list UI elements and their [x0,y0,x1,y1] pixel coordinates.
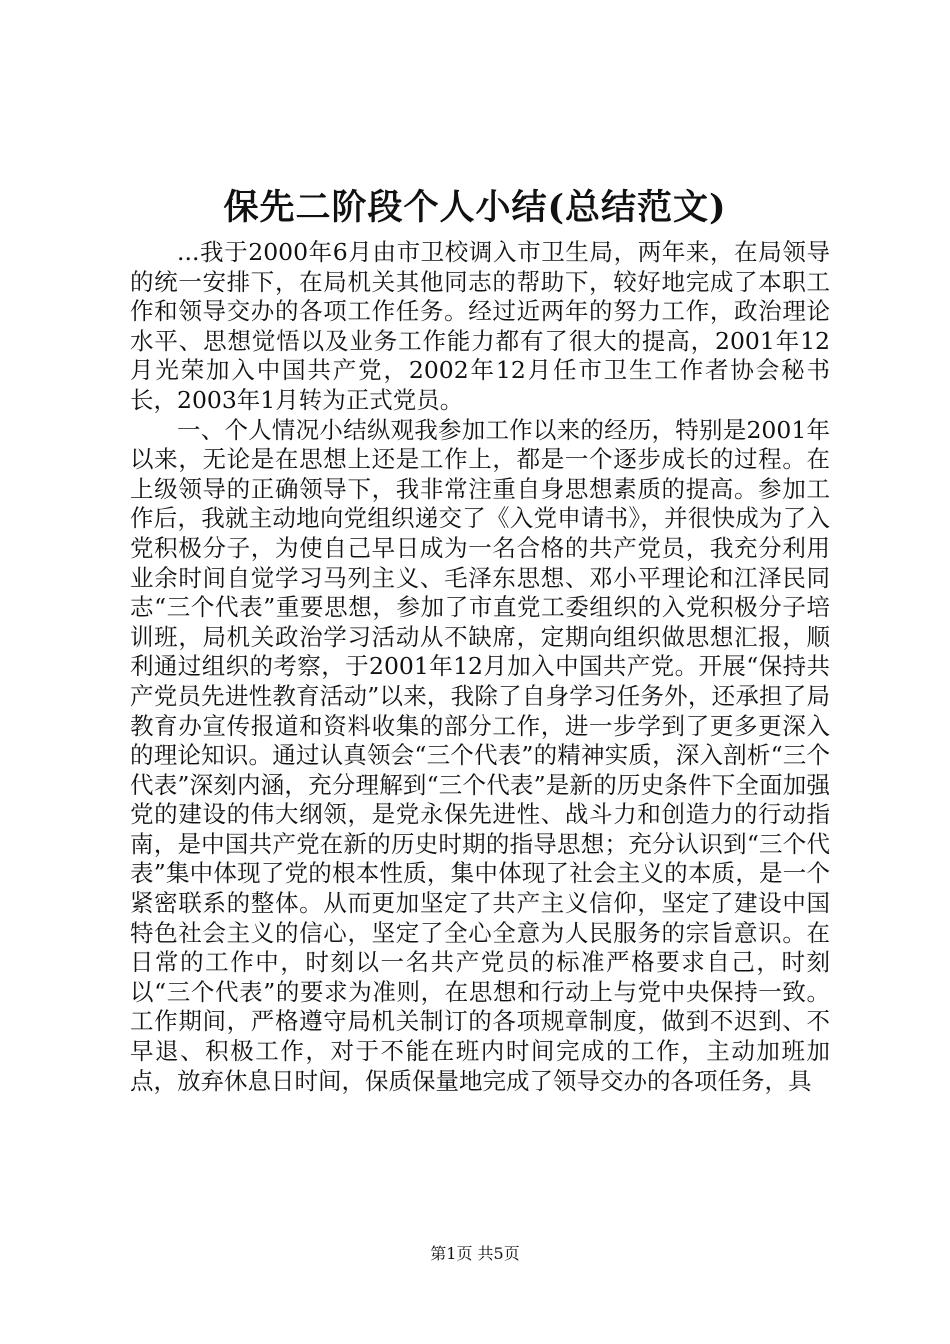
document-body [130,238,830,1096]
page-footer: 第1页 共5页 [430,1244,520,1263]
paragraph-intro: ...我于2000年6月由市卫校调入市卫生局，两年来，在局领导的统一安排下，在局机关其他同志的帮助下，较好地完成了本职工作和领导交办的各项工作任务。经过近两年的努力工作，政治理论水平、思想觉悟以及业务工作能力都有了很大的提高，2001年12月光荣加入中国共产党，2002年12月任市卫生工作者协会秘书长，2003年1月转为正式党员。 [130,238,830,414]
document-title: 保先二阶段个人小结(总结范文) [223,187,727,228]
paragraph-personal-summary: 一、个人情况小结纵观我参加工作以来的经历，特别是2001年以来，无论是在思想上还是工作上，都是一个逐步成长的过程。在上级领导的正确领导下，我非常注重自身思想素质的提高。参加工作后，我就主动地向党组织递交了《入党申请书》，并很快成为了入党积极分子，为使自己早日成为一名合格的共产党员，我充分利用业余时间自觉学习马列主义、毛泽东思想、邓小平理论和江泽民同志“三个代表”重要思想，参加了市直党工委组织的入党积极分子培训班，局机关政治学习活动从不缺席，定期向组织做思想汇报，顺利通过组织的考察，于2001年12月加入中国共产党。开展“保持共产党员先进性教育活动”以来，我除了自身学习任务外，还承担了局教育办宣传报道和资料收集的部分工作，进一步学到了更多更深入的理论知识。通过认真领会“三个代表”的精神实质，深入剖析“三个代表”深刻内涵，充分理解到“三个代表”是新的历史条件下全面加强党的建设的伟大纲领，是党永保先进性、战斗力和创造力的行动指南，是中国共产党在新的历史时期的指导思想；充分认识到“三个代表”集中体现了党的根本性质，集中体现了社会主义的本质，是一个紧密联系的整体。从而更加坚定了共产主义信仰，坚定了建设中国特色社会主义的信心，坚定了全心全意为人民服务的宗旨意识。在日常的工作中，时刻以一名共产党员的标准严格要求自己，时刻以“三个代表”的要求为准则，在思想和行动上与党中央保持一致。工作期间，严格遵守局机关制订的各项规章制度，做到不迟到、不早退、积极工作，对于不能在班内时间完成的工作，主动加班加点，放弃休息日时间，保质保量地完成了领导交办的各项任务，具 [130,415,830,1095]
